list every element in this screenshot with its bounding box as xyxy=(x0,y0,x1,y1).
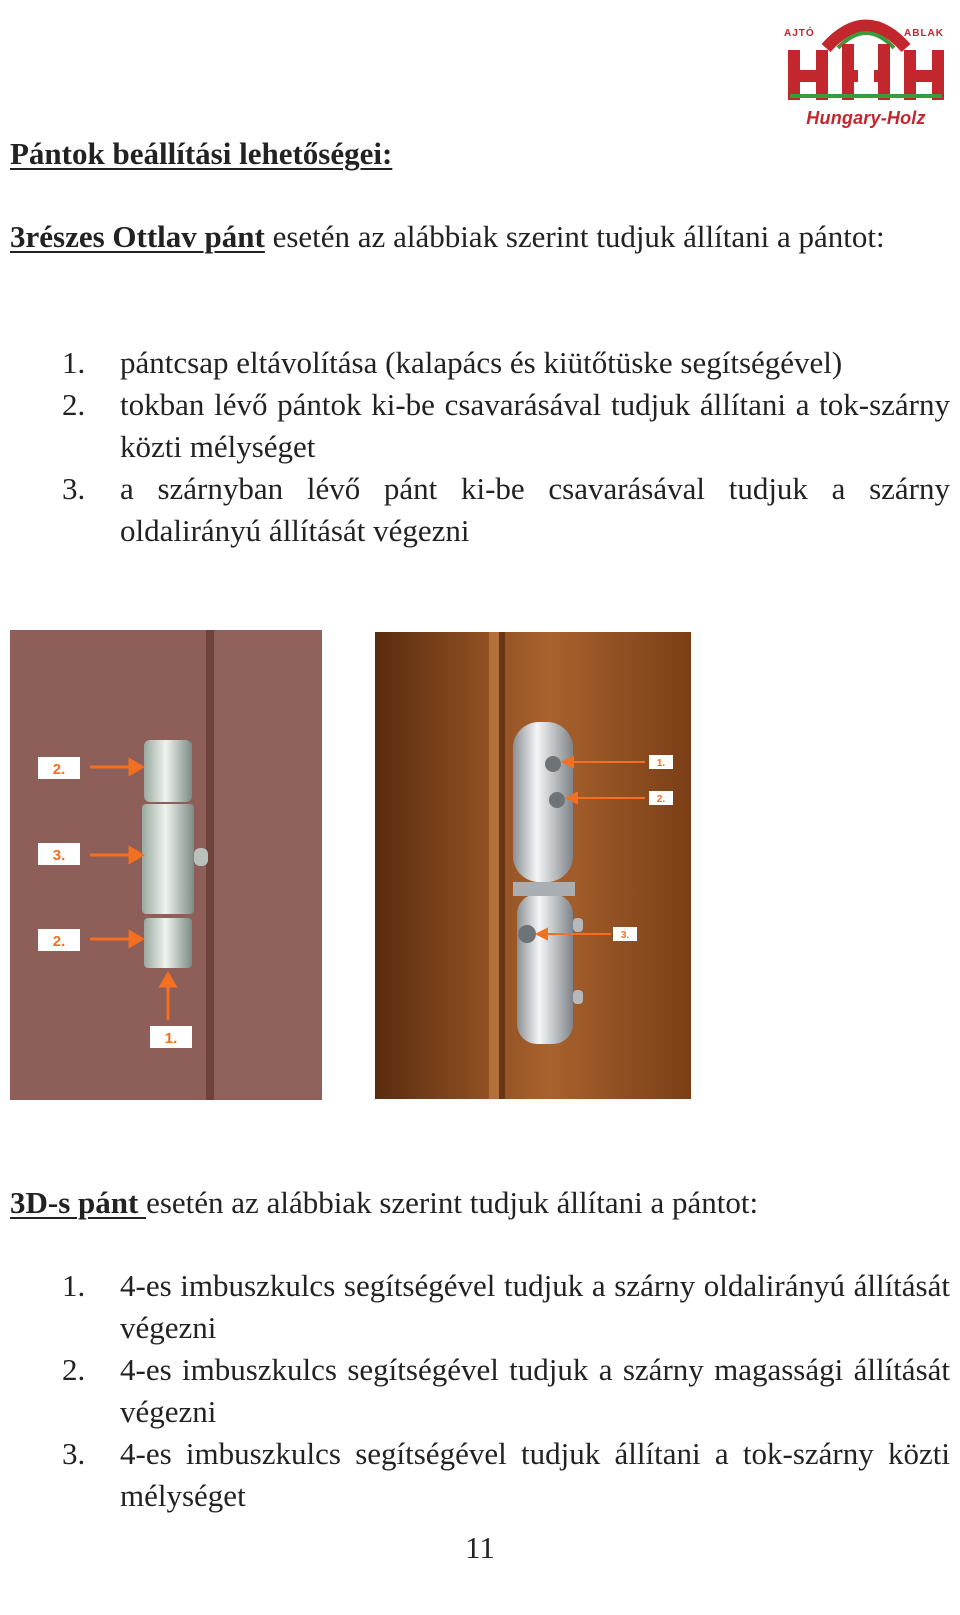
hinge-photo-right xyxy=(375,632,691,1099)
logo-right-word: ABLAK xyxy=(904,28,944,39)
section2-intro xyxy=(10,1182,950,1224)
section1-intro xyxy=(10,216,950,258)
hinge-photo-left xyxy=(10,630,322,1100)
section1-intro-text: esetén az alábbiak szerint tudjuk állítani a pántot: xyxy=(264,219,885,254)
photo-left-label: 2. xyxy=(52,761,66,778)
photo-right-label: 1. xyxy=(656,758,666,769)
section1-hinge-name: 3részes Ottlav pánt xyxy=(10,219,265,254)
section2-hinge-name: 3D-s pánt xyxy=(10,1185,147,1220)
page-heading: Pántok beállítási lehetőségei: xyxy=(10,136,393,171)
list-item xyxy=(62,1265,950,1349)
list-item-text: a szárnyban lévő pánt ki-be csavarásával tudjuk a szárny oldalirányú állítását végezni xyxy=(120,471,950,548)
list-item-text: tokban lévő pántok ki-be csavarásával tudjuk állítani a tok-szárny közti mélységet xyxy=(120,387,950,464)
photo-left-label: 1. xyxy=(164,1030,178,1047)
list-item-number: 3. xyxy=(62,471,86,506)
list-item-number: 2. xyxy=(62,1352,86,1387)
list-item-text: pántcsap eltávolítása (kalapács és kiütőtüske segítségével) xyxy=(120,345,843,380)
section1-list xyxy=(62,342,950,552)
list-item xyxy=(62,1349,950,1433)
list-item-number: 2. xyxy=(62,387,86,422)
logo-left-word: AJTÓ xyxy=(784,28,815,39)
page-number: 11 xyxy=(465,1530,495,1565)
logo-mark xyxy=(786,8,946,108)
photo-right-label: 2. xyxy=(656,794,666,805)
logo-brand-text: Hungary-Holz xyxy=(806,108,926,128)
hungary-holz-logo xyxy=(786,8,946,130)
list-item xyxy=(62,342,950,384)
list-item-text: 4-es imbuszkulcs segítségével tudjuk a szárny magassági állítását végezni xyxy=(120,1352,950,1429)
section2-list xyxy=(62,1265,950,1517)
list-item-number: 1. xyxy=(62,345,86,380)
photo-left-label: 2. xyxy=(52,933,66,950)
list-item-text: 4-es imbuszkulcs segítségével tudjuk állítani a tok-szárny közti mélységet xyxy=(120,1436,950,1513)
list-item-number: 3. xyxy=(62,1436,86,1471)
list-item xyxy=(62,1433,950,1517)
photo-left-label: 3. xyxy=(52,847,66,864)
photo-right-label: 3. xyxy=(620,930,630,941)
list-item xyxy=(62,384,950,468)
list-item-number: 1. xyxy=(62,1268,86,1303)
section2-intro-text: esetén az alábbiak szerint tudjuk állítani a pántot: xyxy=(146,1185,759,1220)
list-item-text: 4-es imbuszkulcs segítségével tudjuk a szárny oldalirányú állítását végezni xyxy=(120,1268,950,1345)
list-item xyxy=(62,468,950,552)
